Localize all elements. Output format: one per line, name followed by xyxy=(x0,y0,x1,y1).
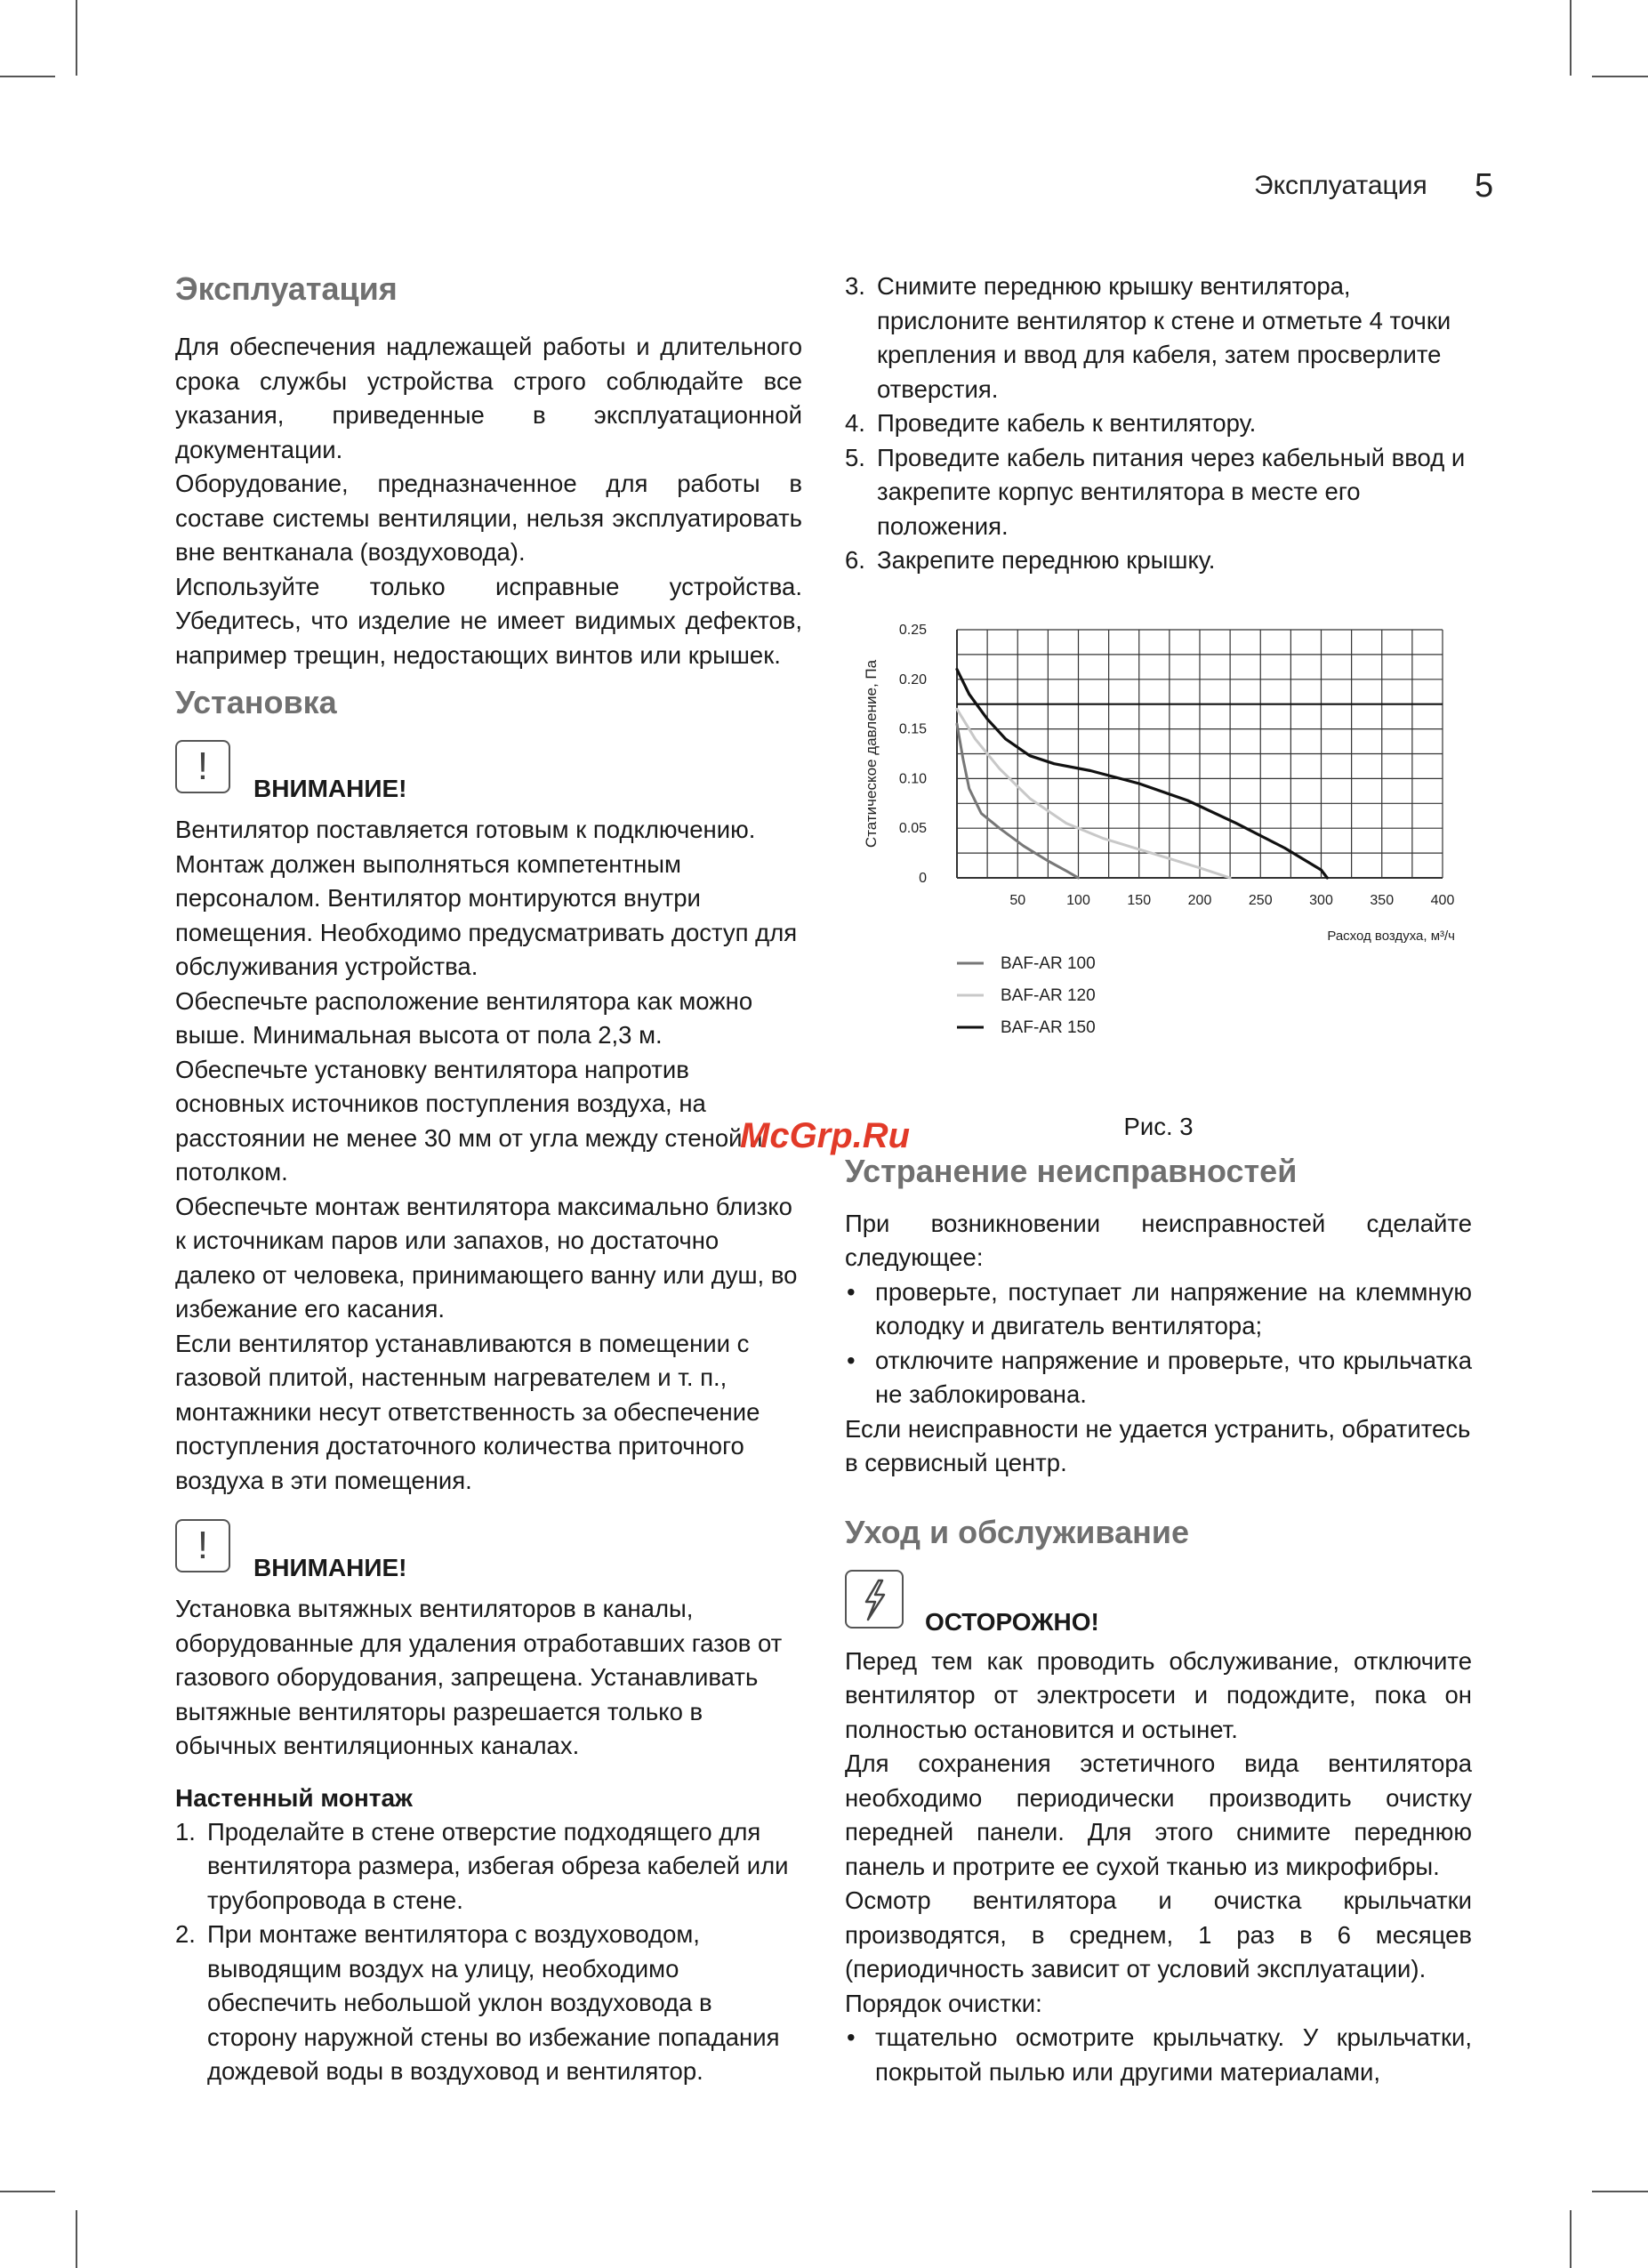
list-item xyxy=(845,406,1472,441)
left-column xyxy=(175,269,802,2089)
watermark: McGrp.Ru xyxy=(740,1116,911,1155)
legend-label: BAF-AR 150 xyxy=(1001,1017,1096,1037)
paragraph: Обеспечьте установку вентилятора напротив основных источников поступления воздуха, на расстоянии не менее 30 мм от угла между стеной и потолком. xyxy=(175,1055,763,1186)
x-tick-label: 150 xyxy=(1127,892,1152,908)
y-tick-label: 0.20 xyxy=(898,672,927,688)
lightning-glyph xyxy=(847,1572,902,1627)
list-item xyxy=(845,2021,1472,2089)
warning-block xyxy=(175,738,802,808)
legend-label: BAF-AR 100 xyxy=(1001,953,1096,973)
troubleshooting-list xyxy=(845,1275,1472,1412)
bullet: • xyxy=(847,1277,856,1306)
x-tick-label: 50 xyxy=(1009,892,1026,908)
list-item xyxy=(175,1918,802,2089)
paragraph: Обеспечьте расположение вентилятора как можно выше. Минимальная высота от пола 2,3 м. xyxy=(175,986,753,1049)
bullet: • xyxy=(847,1346,856,1374)
paragraph: Для обеспечения надлежащей работы и длительного срока службы устройства строго соблюдайте все указания, приведенные в эксплуатационной документации. xyxy=(175,333,802,463)
paragraph: Используйте только исправные устройства. Убедитесь, что изделие не имеет видимых дефектов, например трещин, недостающих винтов или крышек. xyxy=(175,572,802,669)
bullet: • xyxy=(847,2023,856,2051)
paragraph: Установка вытяжных вентиляторов в каналы, оборудованные для удаления отработавших газов от газового оборудования, запрещена. Устанавливать вытяжные вентиляторы разрешается только в обычных вентиляционных каналах. xyxy=(175,1595,783,1759)
crop-mark xyxy=(1570,2210,1572,2268)
x-tick-label: 400 xyxy=(1430,892,1455,908)
list-item xyxy=(175,1815,802,1918)
x-tick-label: 250 xyxy=(1248,892,1273,908)
list-item xyxy=(845,1344,1472,1412)
step-text: Проведите кабель питания через кабельный ввод и закрепите корпус вентилятора в месте его положения. xyxy=(877,443,1466,540)
step-number: 5. xyxy=(845,443,865,471)
x-axis-label: Расход воздуха, м³/ч xyxy=(1327,928,1455,944)
paragraph: Вентилятор поставляется готовым к подключению. Монтаж должен выполняться компетентным персоналом. Вентилятор монтируются внутри помещения. Необходимо предусматривать доступ для обслуживания устройства. xyxy=(175,816,798,980)
paragraph: Если неисправности не удается устранить, обратитесь в сервисный центр. xyxy=(845,1414,1471,1476)
y-axis-label: Статическое давление, Па xyxy=(863,659,880,848)
y-tick-label: 0.10 xyxy=(898,770,927,786)
list-item xyxy=(845,269,1472,406)
y-tick-label: 0.05 xyxy=(898,820,927,836)
heading-troubleshooting: Устранение неисправностей xyxy=(845,1152,1298,1189)
step-text: Снимите переднюю крышку вентилятора, прислоните вентилятор к стене и отметьте 4 точки крепления и ввод для кабеля, затем просверлите отверстия. xyxy=(877,272,1451,403)
exclamation-icon: ! xyxy=(175,1519,230,1572)
warning-block xyxy=(175,1517,802,1587)
paragraph: Если вентилятор устанавливаются в помещении с газовой плитой, настенным нагревателем и т. п., монтажники несут ответственность за обеспечение поступления достаточного количества приточного воздуха в эти помещения. xyxy=(175,1329,760,1494)
y-tick-label: 0 xyxy=(919,870,927,886)
caution-label: ОСТОРОЖНО! xyxy=(925,1607,1099,1636)
bullet-text: тщательно осмотрите крыльчатку. У крыльчатки, покрытой пылью или другими материалами, xyxy=(875,2023,1472,2086)
lightning-icon xyxy=(845,1570,904,1629)
right-column xyxy=(845,269,1472,2089)
y-tick-label: 0.25 xyxy=(898,622,927,638)
list-item xyxy=(845,441,1472,544)
heading-installation: Установка xyxy=(175,684,337,720)
crop-mark xyxy=(1592,2191,1648,2192)
page-number: 5 xyxy=(1475,167,1494,205)
bullet-text: проверьте, поступает ли напряжение на клеммную колодку и двигатель вентилятора; xyxy=(875,1277,1472,1339)
x-tick-label: 300 xyxy=(1309,892,1333,908)
crop-mark xyxy=(76,2210,77,2268)
crop-mark xyxy=(76,0,77,76)
step-number: 3. xyxy=(845,272,865,300)
steps-list xyxy=(175,1815,802,2089)
paragraph: Обеспечьте монтаж вентилятора максимально близко к источникам паров или запахов, но достаточно далеко от человека, принимающего ванну или душ, во избежание его касания. xyxy=(175,1192,798,1323)
bullet-text: отключите напряжение и проверьте, что крыльчатка не заблокирована. xyxy=(875,1346,1472,1408)
legend-label: BAF-AR 120 xyxy=(1001,985,1096,1005)
x-tick-label: 100 xyxy=(1066,892,1090,908)
step-text: Закрепите переднюю крышку. xyxy=(877,546,1216,574)
crop-mark xyxy=(0,76,55,77)
paragraph: Оборудование, предназначенное для работы в составе системы вентиляции, нельзя эксплуатировать вне вентканала (воздуховода). xyxy=(175,470,802,566)
paragraph: Порядок очистки: xyxy=(845,1989,1042,2017)
heading-wall-mounting: Настенный монтаж xyxy=(175,1783,413,1812)
x-tick-label: 350 xyxy=(1370,892,1395,908)
y-tick-label: 0.15 xyxy=(898,721,927,737)
caution-block xyxy=(845,1568,1472,1637)
paragraph: При возникновении неисправностей сделайте следующее: xyxy=(845,1209,1472,1271)
paragraph: Перед тем как проводить обслуживание, отключите вентилятор от электросети и подождите, пока он полностью остановится и остынет. xyxy=(845,1646,1472,1743)
x-tick-label: 200 xyxy=(1187,892,1212,908)
exclamation-icon: ! xyxy=(175,740,230,793)
step-number: 6. xyxy=(845,546,865,574)
running-header-title: Эксплуатация xyxy=(1254,171,1427,200)
warning-label: ВНИМАНИЕ! xyxy=(253,1554,407,1581)
crop-mark xyxy=(0,2191,55,2192)
step-number: 4. xyxy=(845,409,865,437)
step-text: Проделайте в стене отверстие подходящего для вентилятора размера, избегая обреза кабелей или трубопровода в стене. xyxy=(207,1817,789,1914)
paragraph: Осмотр вентилятора и очистка крыльчатки производятся, в среднем, 1 раз в 6 месяцев (периодичность зависит от условий эксплуатации). xyxy=(845,1886,1472,1982)
paragraph: Для сохранения эстетичного вида вентилятора необходимо периодически производить очистку передней панели. Для этого снимите переднюю панель и протрите ее сухой тканью из микрофибры. xyxy=(845,1749,1472,1880)
cleaning-list xyxy=(845,2021,1472,2089)
steps-list xyxy=(845,269,1472,578)
performance-chart xyxy=(845,623,1472,1085)
series-line xyxy=(957,669,1327,877)
crop-mark xyxy=(1570,0,1572,76)
heading-operation: Эксплуатация xyxy=(175,270,398,307)
step-number: 2. xyxy=(175,1920,196,1948)
list-item xyxy=(845,543,1472,578)
figure-caption: Рис. 3 xyxy=(1123,1113,1194,1140)
warning-label: ВНИМАНИЕ! xyxy=(253,775,407,802)
step-number: 1. xyxy=(175,1817,196,1846)
heading-maintenance: Уход и обслуживание xyxy=(845,1513,1189,1550)
list-item xyxy=(845,1275,1472,1344)
crop-mark xyxy=(1592,76,1648,77)
step-text: При монтаже вентилятора с воздуховодом, выводящим воздух на улицу, необходимо обеспечить небольшой уклон воздуховода в сторону наружной стены во избежание попадания дождевой воды в воздуховод и вентилятор. xyxy=(207,1920,780,2085)
step-text: Проведите кабель к вентилятору. xyxy=(877,409,1257,437)
